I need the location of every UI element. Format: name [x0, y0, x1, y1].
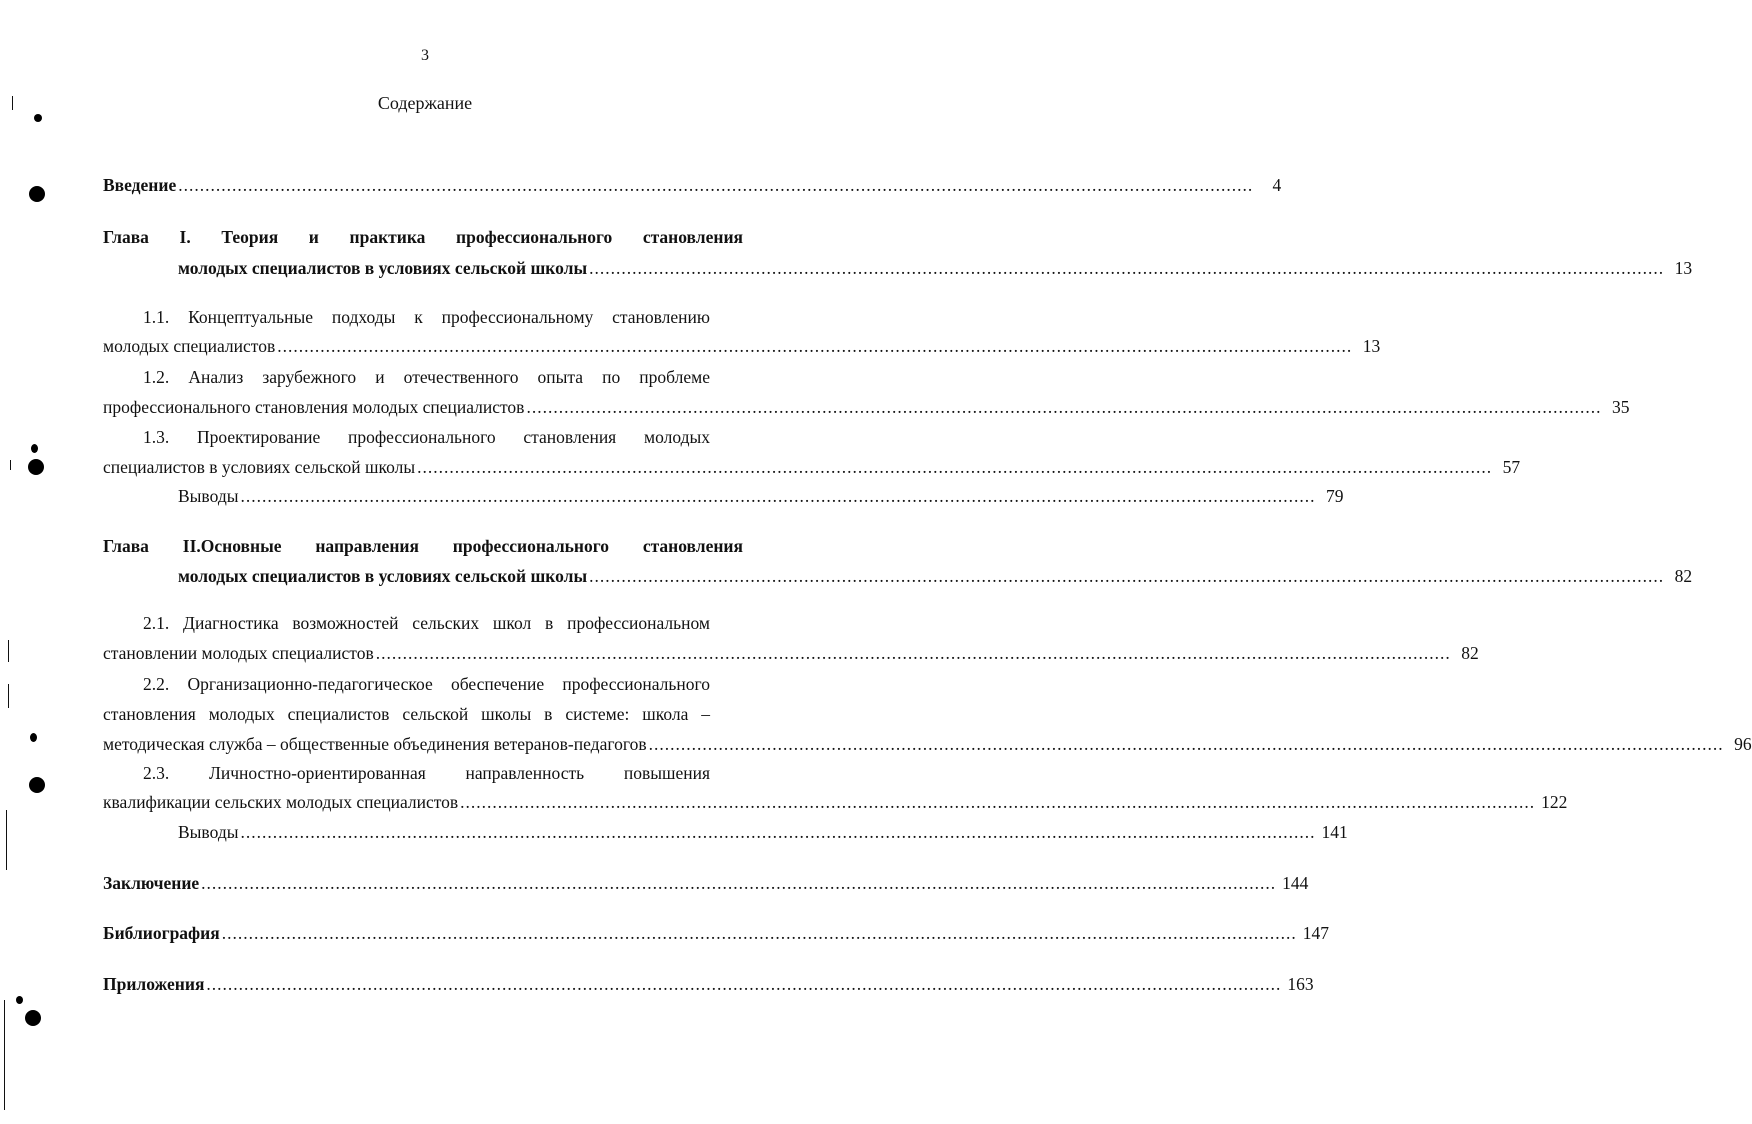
toc-section-2-1-line-2[interactable]	[103, 641, 1479, 665]
toc-entry-label: молодых специалистов в условиях сельской школы	[178, 566, 588, 586]
toc-page-number: 35	[1611, 397, 1630, 417]
toc-section-1-1-line-1[interactable]: 1.1. Концептуальные подходы к профессиональному становлению	[143, 307, 710, 327]
toc-page-number: 122	[1541, 792, 1568, 812]
scan-hole-2	[28, 459, 44, 475]
toc-page-number: 13	[1674, 258, 1693, 278]
toc-section-1-1-line-2[interactable]	[103, 334, 1381, 358]
toc-entry-label: Выводы	[178, 822, 239, 842]
dot-leader: ........................................................................................................................................................................................................	[526, 397, 1602, 417]
toc-entry-label: молодых специалистов в условиях сельской школы	[178, 258, 588, 278]
dot-leader: ........................................................................................................................................................................................................	[240, 822, 1316, 842]
dot-leader: ........................................................................................................................................................................................................	[648, 734, 1724, 754]
toc-page-number: 141	[1321, 822, 1348, 842]
toc-section-1-2-line-2[interactable]	[103, 395, 1630, 419]
toc-section-1-3-line-1[interactable]: 1.3. Проектирование профессионального становления молодых	[143, 427, 710, 447]
scan-hole-3	[29, 777, 45, 793]
dot-leader: ........................................................................................................................................................................................................	[206, 974, 1282, 994]
toc-page-number: 57	[1502, 457, 1521, 477]
scan-line-6	[4, 1000, 5, 1110]
page-title: Содержание	[377, 93, 473, 113]
toc-page-number: 82	[1461, 643, 1479, 663]
scan-line-2	[10, 460, 11, 470]
toc-entry-label: специалистов в условиях сельской школы	[103, 457, 416, 477]
dot-leader: ........................................................................................................................................................................................................	[460, 792, 1536, 812]
dot-leader: ........................................................................................................................................................................................................	[589, 258, 1665, 278]
toc-section-1-3-line-2[interactable]	[103, 455, 1521, 479]
dot-leader: ........................................................................................................................................................................................................	[201, 873, 1277, 893]
scan-speck-3	[30, 733, 37, 742]
toc-entry-label: Заключение	[103, 873, 200, 893]
dot-leader: ........................................................................................................................................................................................................	[240, 486, 1316, 506]
toc-entry-conclusion[interactable]	[103, 871, 1309, 895]
toc-entry-label: Приложения	[103, 974, 205, 994]
toc-section-2-2-line-2[interactable]: становления молодых специалистов сельской школы в системе: школа –	[103, 704, 710, 724]
scan-speck-4	[16, 996, 23, 1004]
toc-chapter-1-line-1[interactable]: Глава I. Теория и практика профессионального становления	[103, 227, 743, 247]
toc-entry-label: Выводы	[178, 486, 239, 506]
scan-speck-1	[34, 114, 42, 122]
toc-page-number: 144	[1282, 873, 1309, 893]
dot-leader: ........................................................................................................................................................................................................	[417, 457, 1493, 477]
toc-page-number: 13	[1362, 336, 1381, 356]
toc-entry-label: Библиография	[103, 923, 220, 943]
dot-leader: ........................................................................................................................................................................................................	[277, 336, 1353, 356]
scan-line-4	[8, 684, 9, 708]
toc-entry-label: становлении молодых специалистов	[103, 643, 374, 663]
toc-page-number: 82	[1674, 566, 1693, 586]
dot-leader: ........................................................................................................................................................................................................	[375, 643, 1451, 663]
toc-page-number: 96	[1734, 734, 1752, 754]
toc-section-2-3-line-2[interactable]	[103, 790, 1568, 814]
toc-page-number: 4	[1272, 175, 1282, 195]
toc-section-2-1-line-1[interactable]: 2.1. Диагностика возможностей сельских школ в профессиональном	[143, 613, 710, 633]
toc-entry-label: квалификации сельских молодых специалистов	[103, 792, 459, 812]
toc-section-1-2-line-1[interactable]: 1.2. Анализ зарубежного и отечественного опыта по проблеме	[143, 367, 710, 387]
toc-conclusions-1[interactable]	[178, 484, 1344, 508]
toc-section-2-2-line-3[interactable]	[103, 732, 1752, 756]
toc-section-2-3-line-1[interactable]: 2.3. Личностно-ориентированная направленность повышения	[143, 763, 710, 783]
scan-line-3	[8, 640, 9, 662]
dot-leader: ........................................................................................................................................................................................................	[221, 923, 1297, 943]
toc-chapter-2-line-2[interactable]	[178, 564, 1693, 588]
scan-speck-2	[31, 444, 38, 453]
scan-hole-1	[29, 186, 45, 202]
toc-entry-label: молодых специалистов	[103, 336, 276, 356]
toc-entry-label: Введение	[103, 175, 177, 195]
toc-chapter-2-line-1[interactable]: Глава II.Основные направления профессионального становления	[103, 536, 743, 556]
toc-entry-label: методическая служба – общественные объединения ветеранов-педагогов	[103, 734, 647, 754]
toc-page-number: 147	[1302, 923, 1329, 943]
toc-section-2-2-line-1[interactable]: 2.2. Организационно-педагогическое обеспечение профессионального	[143, 674, 710, 694]
scan-line-5	[6, 810, 7, 870]
toc-entry-label: профессионального становления молодых специалистов	[103, 397, 525, 417]
page-number: 3	[421, 47, 429, 64]
dot-leader: ........................................................................................................................................................................................................	[589, 566, 1665, 586]
toc-entry-appendices[interactable]	[103, 972, 1314, 996]
toc-entry-intro[interactable]	[103, 173, 1282, 197]
toc-page-number: 163	[1287, 974, 1314, 994]
toc-conclusions-2[interactable]	[178, 820, 1348, 844]
toc-page-number: 79	[1325, 486, 1344, 506]
scan-hole-4	[25, 1010, 41, 1026]
toc-chapter-1-line-2[interactable]	[178, 256, 1693, 280]
dot-leader: ........................................................................................................................................................................................................	[178, 175, 1254, 195]
toc-entry-bibliography[interactable]	[103, 921, 1329, 945]
